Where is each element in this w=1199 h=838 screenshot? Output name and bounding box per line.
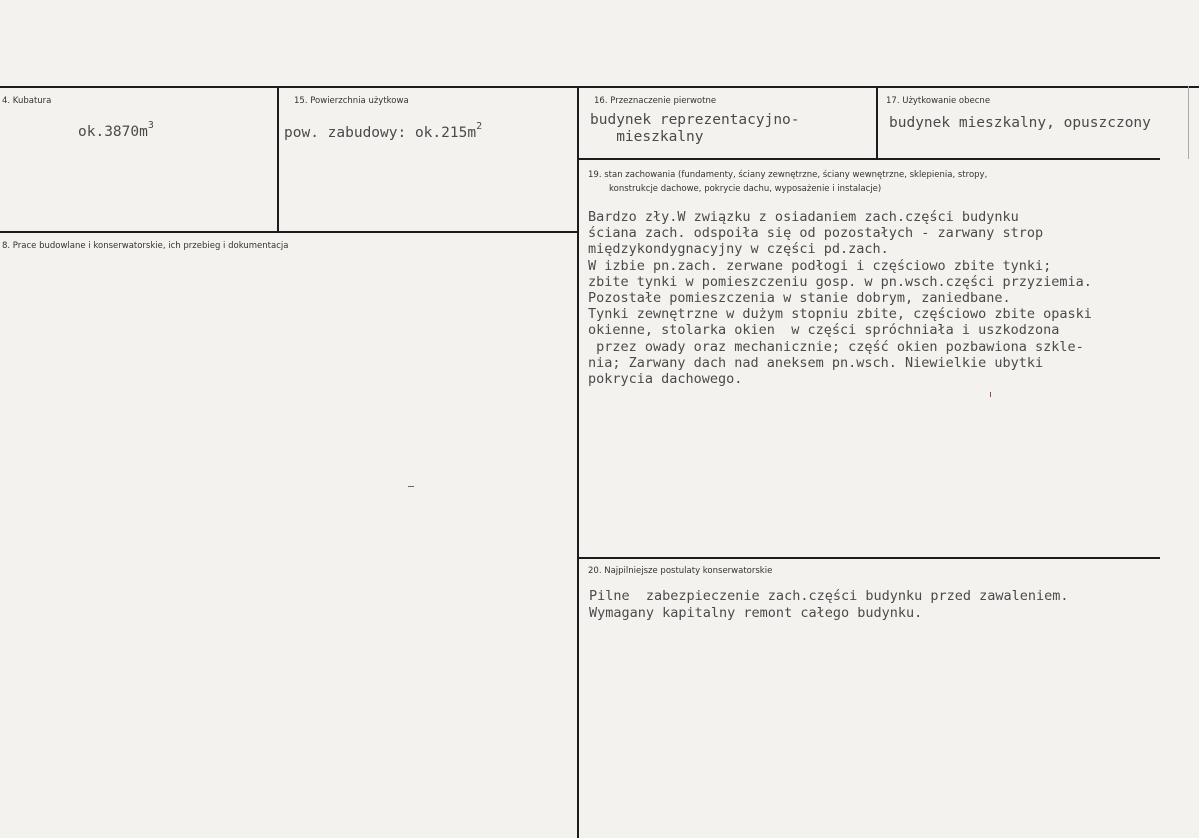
- kubatura-value: [78, 120, 154, 140]
- stan-line: okienne, stolarka okien w części spróchniała i uszkodzona: [588, 322, 1060, 339]
- stan-line: międzykondygnacyjny w części pd.zach.: [588, 241, 889, 258]
- przeznaczenie-line-2: mieszkalny: [590, 129, 704, 145]
- uzytkowanie-label: 17. Użytkowanie obecne: [886, 96, 991, 106]
- paper-speck: [990, 392, 991, 397]
- powierzchnia-unit-power: 2: [476, 121, 483, 132]
- stan-line: ściana zach. odspoiła się od pozostałych - zarwany strop: [588, 225, 1044, 242]
- uzytkowanie-value: budynek mieszkalny, opuszczony: [889, 115, 1151, 131]
- kubatura-unit-power: 3: [147, 120, 154, 131]
- rule-col3: [876, 86, 878, 159]
- powierzchnia-value: [284, 121, 482, 141]
- stan-line: zbite tynki w pomieszczeniu gosp. w pn.wsch.części przyziemia.: [588, 273, 1092, 290]
- prace-label: 8. Prace budowlane i konserwatorskie, ich przebieg i dokumentacja: [2, 241, 289, 251]
- postulaty-line: Pilne zabezpieczenie zach.części budynku przed zawaleniem.: [589, 588, 1069, 604]
- stan-line: W izbie pn.zach. zerwane podłogi i częściowo zbite tynki;: [588, 257, 1052, 274]
- powierzchnia-value-text: pow. zabudowy: ok.215m: [284, 124, 477, 141]
- stan-line: Bardzo zły.W związku z osiadaniem zach.części budynku: [588, 209, 1019, 225]
- rule-col2: [577, 86, 579, 838]
- stan-line: Tynki zewnętrzne w dużym stopniu zbite, częściowo zbite opaski: [588, 306, 1092, 323]
- rule-kubatura-bottom: [0, 231, 578, 233]
- paper-speck: [408, 486, 414, 487]
- przeznaczenie-label: 16. Przeznaczenie pierwotne: [594, 96, 717, 106]
- stan-line: przez owady oraz mechanicznie; część okien pozbawiona szkle-: [588, 338, 1084, 355]
- stan-body: [588, 209, 1092, 387]
- przeznaczenie-line-1: budynek reprezentacyjno-: [590, 112, 800, 128]
- stan-line: nia; Zarwany dach nad aneksem pn.wsch. Niewielkie ubytki: [588, 354, 1044, 371]
- stan-label-line-2: konstrukcje dachowe, pokrycie dachu, wyposażenie i instalacje): [609, 184, 882, 194]
- postulaty-line: Wymagany kapitalny remont całego budynku.: [589, 605, 923, 621]
- kubatura-value-text: ok.3870m: [78, 123, 148, 140]
- stan-line: Pozostałe pomieszczenia w stanie dobrym, zaniedbane.: [588, 290, 1011, 307]
- postulaty-label: 20. Najpilniejsze postulaty konserwatorskie: [588, 566, 773, 576]
- rule-right-edge: [1188, 86, 1189, 159]
- rule-stan-top: [578, 158, 1160, 160]
- top-rule: [0, 86, 1199, 88]
- kubatura-label: 4. Kubatura: [2, 96, 52, 106]
- rule-postulaty-top: [578, 557, 1160, 559]
- rule-col1: [277, 86, 279, 232]
- stan-line: pokrycia dachowego.: [588, 371, 743, 388]
- stan-label-line-1: 19. stan zachowania (fundamenty, ściany zewnętrzne, ściany wewnętrzne, sklepienia, stropy,: [588, 170, 988, 180]
- powierzchnia-label: 15. Powierzchnia użytkowa: [294, 96, 409, 106]
